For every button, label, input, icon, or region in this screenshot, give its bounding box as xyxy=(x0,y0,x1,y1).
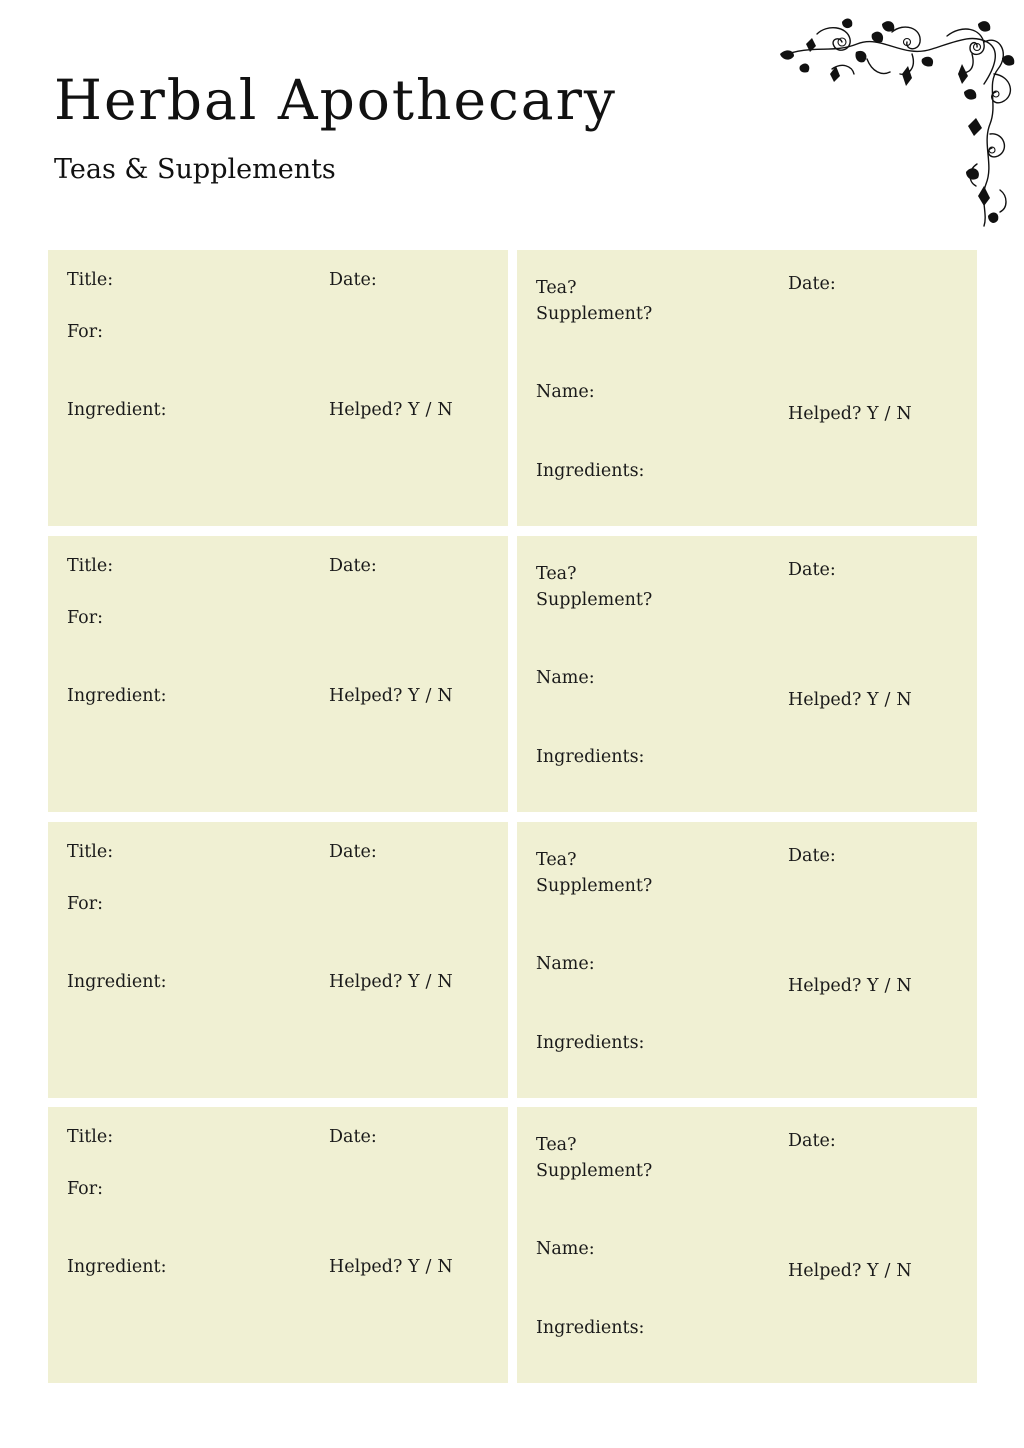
slash-separator: / xyxy=(425,972,432,992)
helped-label: Helped? xyxy=(788,1261,862,1281)
remedy-log-card xyxy=(517,1107,977,1383)
helped-field xyxy=(788,687,912,713)
tea-label: Tea? xyxy=(536,278,577,298)
for-label: For: xyxy=(67,608,103,628)
ingredient-label: Ingredient: xyxy=(67,1257,167,1277)
remedy-log-card xyxy=(517,536,977,812)
helped-label: Helped? xyxy=(788,690,862,710)
helped-field xyxy=(329,1254,453,1280)
no-option: N xyxy=(896,404,912,424)
slash-separator: / xyxy=(425,686,432,706)
helped-label: Helped? xyxy=(329,400,403,420)
supplement-label: Supplement? xyxy=(536,876,653,896)
for-label: For: xyxy=(67,894,103,914)
title-label: Title: xyxy=(67,1127,114,1147)
yes-option: Y xyxy=(407,972,420,992)
name-label: Name: xyxy=(536,668,595,688)
ingredient-log-card xyxy=(48,1107,508,1383)
helped-field xyxy=(329,397,453,423)
yes-option: Y xyxy=(407,400,420,420)
helped-label: Helped? xyxy=(329,972,403,992)
date-label: Date: xyxy=(788,1131,836,1151)
ingredient-log-card xyxy=(48,250,508,526)
no-option: N xyxy=(437,686,453,706)
page-title: Herbal Apothecary xyxy=(54,68,617,132)
supplement-label: Supplement? xyxy=(536,1161,653,1181)
title-label: Title: xyxy=(67,270,114,290)
name-label: Name: xyxy=(536,954,595,974)
helped-label: Helped? xyxy=(329,686,403,706)
remedy-log-card xyxy=(517,822,977,1098)
slash-separator: / xyxy=(425,400,432,420)
yes-option: Y xyxy=(407,1257,420,1277)
slash-separator: / xyxy=(884,1261,891,1281)
date-label: Date: xyxy=(329,842,377,862)
supplement-label: Supplement? xyxy=(536,590,653,610)
ingredients-label: Ingredients: xyxy=(536,1318,645,1338)
date-label: Date: xyxy=(329,270,377,290)
slash-separator: / xyxy=(884,404,891,424)
no-option: N xyxy=(896,690,912,710)
no-option: N xyxy=(437,972,453,992)
name-label: Name: xyxy=(536,382,595,402)
tea-label: Tea? xyxy=(536,850,577,870)
for-label: For: xyxy=(67,1179,103,1199)
ingredient-label: Ingredient: xyxy=(67,686,167,706)
date-label: Date: xyxy=(788,274,836,294)
ingredients-label: Ingredients: xyxy=(536,747,645,767)
ingredients-label: Ingredients: xyxy=(536,1033,645,1053)
date-label: Date: xyxy=(329,1127,377,1147)
helped-field xyxy=(788,973,912,999)
for-label: For: xyxy=(67,322,103,342)
title-label: Title: xyxy=(67,556,114,576)
slash-separator: / xyxy=(884,976,891,996)
helped-field xyxy=(788,1258,912,1284)
ingredient-log-card xyxy=(48,822,508,1098)
yes-option: Y xyxy=(866,976,879,996)
no-option: N xyxy=(896,1261,912,1281)
title-label: Title: xyxy=(67,842,114,862)
supplement-label: Supplement? xyxy=(536,304,653,324)
yes-option: Y xyxy=(866,1261,879,1281)
helped-field xyxy=(788,401,912,427)
page-subtitle: Teas & Supplements xyxy=(54,154,336,185)
no-option: N xyxy=(896,976,912,996)
floral-vine-corner-icon xyxy=(772,14,1024,234)
yes-option: Y xyxy=(866,690,879,710)
yes-option: Y xyxy=(407,686,420,706)
tea-label: Tea? xyxy=(536,1135,577,1155)
slash-separator: / xyxy=(884,690,891,710)
helped-field xyxy=(329,683,453,709)
ingredient-label: Ingredient: xyxy=(67,972,167,992)
no-option: N xyxy=(437,400,453,420)
tea-label: Tea? xyxy=(536,564,577,584)
date-label: Date: xyxy=(329,556,377,576)
ingredient-label: Ingredient: xyxy=(67,400,167,420)
helped-label: Helped? xyxy=(329,1257,403,1277)
date-label: Date: xyxy=(788,560,836,580)
date-label: Date: xyxy=(788,846,836,866)
yes-option: Y xyxy=(866,404,879,424)
name-label: Name: xyxy=(536,1239,595,1259)
ingredients-label: Ingredients: xyxy=(536,461,645,481)
helped-label: Helped? xyxy=(788,976,862,996)
helped-field xyxy=(329,969,453,995)
no-option: N xyxy=(437,1257,453,1277)
helped-label: Helped? xyxy=(788,404,862,424)
remedy-log-card xyxy=(517,250,977,526)
ingredient-log-card xyxy=(48,536,508,812)
slash-separator: / xyxy=(425,1257,432,1277)
